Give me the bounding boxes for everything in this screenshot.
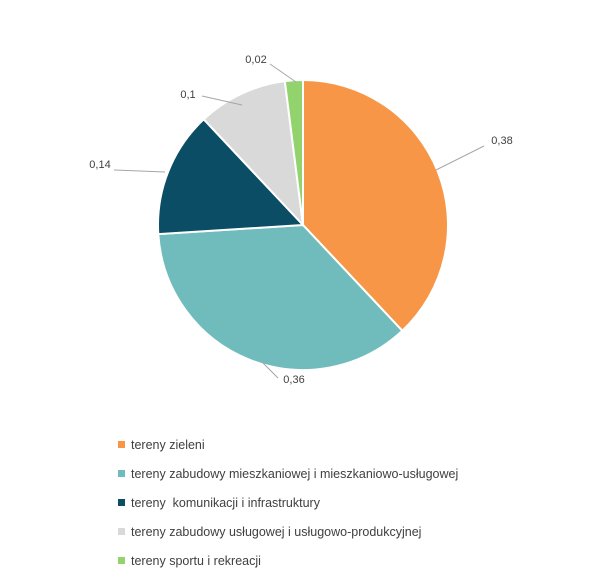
legend-swatch — [118, 528, 125, 535]
legend-label: tereny zabudowy mieszkaniowej i mieszkaniowo-usługowej — [131, 466, 459, 481]
legend-item-1 — [118, 430, 458, 459]
legend-label: tereny sportu i rekreacji — [131, 553, 261, 568]
legend-item-3 — [118, 488, 458, 517]
data-label-1: 0,38 — [491, 134, 513, 147]
legend-item-5 — [118, 546, 458, 575]
leader-line-5 — [270, 64, 296, 82]
data-label-4: 0,1 — [180, 88, 196, 101]
legend-swatch — [118, 441, 125, 448]
legend-swatch — [118, 470, 125, 477]
legend — [118, 430, 458, 575]
legend-item-2 — [118, 459, 458, 488]
legend-label: tereny komunikacji i infrastruktury — [131, 495, 320, 510]
legend-swatch — [118, 557, 125, 564]
data-label-2: 0,36 — [283, 373, 305, 386]
legend-label: tereny zabudowy usługowej i usługowo-produkcyjnej — [131, 524, 422, 539]
pie-slices — [158, 80, 448, 370]
legend-item-4 — [118, 517, 458, 546]
leader-line-1 — [436, 146, 484, 170]
data-label-3: 0,14 — [89, 158, 111, 171]
data-label-5: 0,02 — [245, 53, 267, 66]
legend-swatch — [118, 499, 125, 506]
leader-line-3 — [114, 170, 165, 172]
legend-label: tereny zieleni — [131, 437, 205, 452]
